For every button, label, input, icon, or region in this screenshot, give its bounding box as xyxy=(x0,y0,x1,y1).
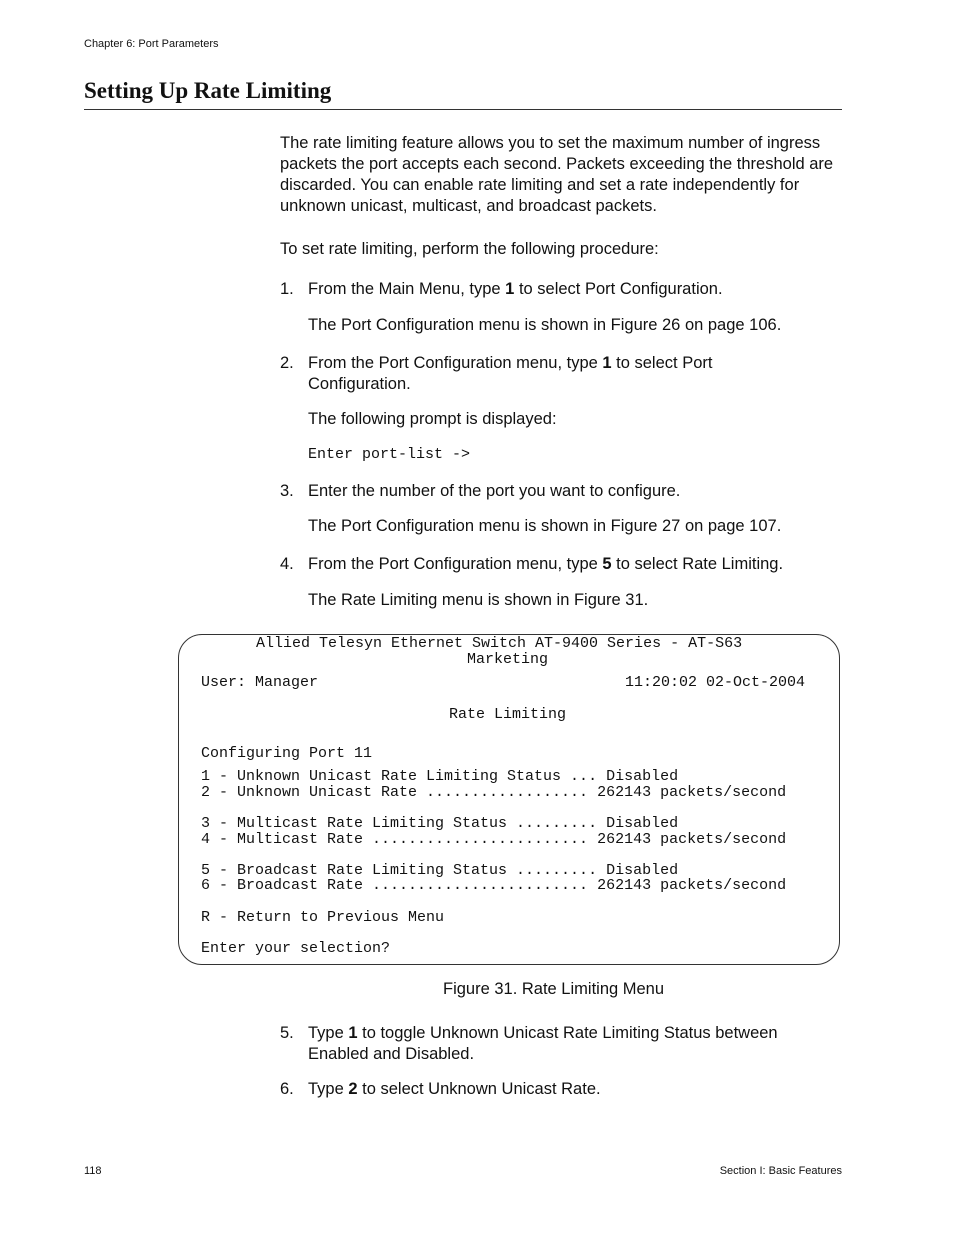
menu-item-broadcast-status: 5 - Broadcast Rate Limiting Status ......... Disabled xyxy=(201,862,679,879)
step-number: 4. xyxy=(280,555,294,573)
menu-item-multicast-status: 3 - Multicast Rate Limiting Status ......... Disabled xyxy=(201,815,679,832)
step-1-note: The Port Configuration menu is shown in Figure 26 on page 106. xyxy=(308,316,782,334)
page-number: 118 xyxy=(84,1165,102,1177)
terminal-menu-title: Rate Limiting xyxy=(449,706,567,723)
figure-caption: Figure 31. Rate Limiting Menu xyxy=(443,980,665,998)
step-3-note: The Port Configuration menu is shown in Figure 27 on page 107. xyxy=(308,517,782,535)
step-number: 5. xyxy=(280,1024,294,1042)
menu-item-multicast-rate: 4 - Multicast Rate ........................ 262143 packets/second xyxy=(201,831,787,848)
step-2: 2. From the Port Configuration menu, type 1 to select Port Configuration. xyxy=(280,354,713,393)
running-header-chapter: Chapter 6: Port Parameters xyxy=(84,38,219,50)
key-label: 1 xyxy=(602,354,612,372)
step-3: 3. Enter the number of the port you want to configure. xyxy=(280,482,681,500)
section-title: Setting Up Rate Limiting xyxy=(84,78,332,103)
key-label: 5 xyxy=(602,555,612,573)
menu-item-unknown-unicast-rate: 2 - Unknown Unicast Rate .................. 262143 packets/second xyxy=(201,784,787,801)
step-number: 1. xyxy=(280,280,294,298)
key-label: 2 xyxy=(348,1080,358,1098)
menu-item-broadcast-rate: 6 - Broadcast Rate ........................ 262143 packets/second xyxy=(201,877,787,894)
step-number: 2. xyxy=(280,354,294,372)
terminal-timestamp: 11:20:02 02-Oct-2004 xyxy=(625,674,806,691)
step-4: 4. From the Port Configuration menu, type 5 to select Rate Limiting. xyxy=(280,555,784,573)
procedure-intro: To set rate limiting, perform the following procedure: xyxy=(280,240,659,258)
terminal-banner: Allied Telesyn Ethernet Switch AT-9400 Series - AT-S63 xyxy=(256,635,743,652)
running-footer-section: Section I: Basic Features xyxy=(719,1165,842,1177)
step-6: 6. Type 2 to select Unknown Unicast Rate. xyxy=(280,1080,601,1098)
step-4-note: The Rate Limiting menu is shown in Figure 31. xyxy=(308,591,649,609)
port-list-prompt: Enter port-list -> xyxy=(308,446,471,463)
title-rule xyxy=(84,109,842,110)
step-2-note: The following prompt is displayed: xyxy=(308,410,557,428)
key-label: 1 xyxy=(505,280,515,298)
step-number: 6. xyxy=(280,1080,294,1098)
terminal-configuring-port: Configuring Port 11 xyxy=(201,745,373,762)
intro-paragraph: The rate limiting feature allows you to set the maximum number of ingress packets the port accepts each second. Packets exceeding the threshold are discarded. You can enable rate limiting and set a rate independently for unknown unicast, multicast, and broadcast packets. xyxy=(280,134,834,215)
step-number: 3. xyxy=(280,482,294,500)
key-label: 1 xyxy=(348,1024,358,1042)
terminal-system-name: Marketing xyxy=(467,651,549,668)
step-1: 1. From the Main Menu, type 1 to select Port Configuration. xyxy=(280,280,723,298)
terminal-selection-prompt: Enter your selection? xyxy=(201,940,391,957)
terminal-user: User: Manager xyxy=(201,674,319,691)
menu-item-unknown-unicast-status: 1 - Unknown Unicast Rate Limiting Status ... Disabled xyxy=(201,768,679,785)
step-5: 5. Type 1 to toggle Unknown Unicast Rate Limiting Status between Enabled and Disabled. xyxy=(280,1024,778,1063)
menu-item-return: R - Return to Previous Menu xyxy=(201,909,445,926)
